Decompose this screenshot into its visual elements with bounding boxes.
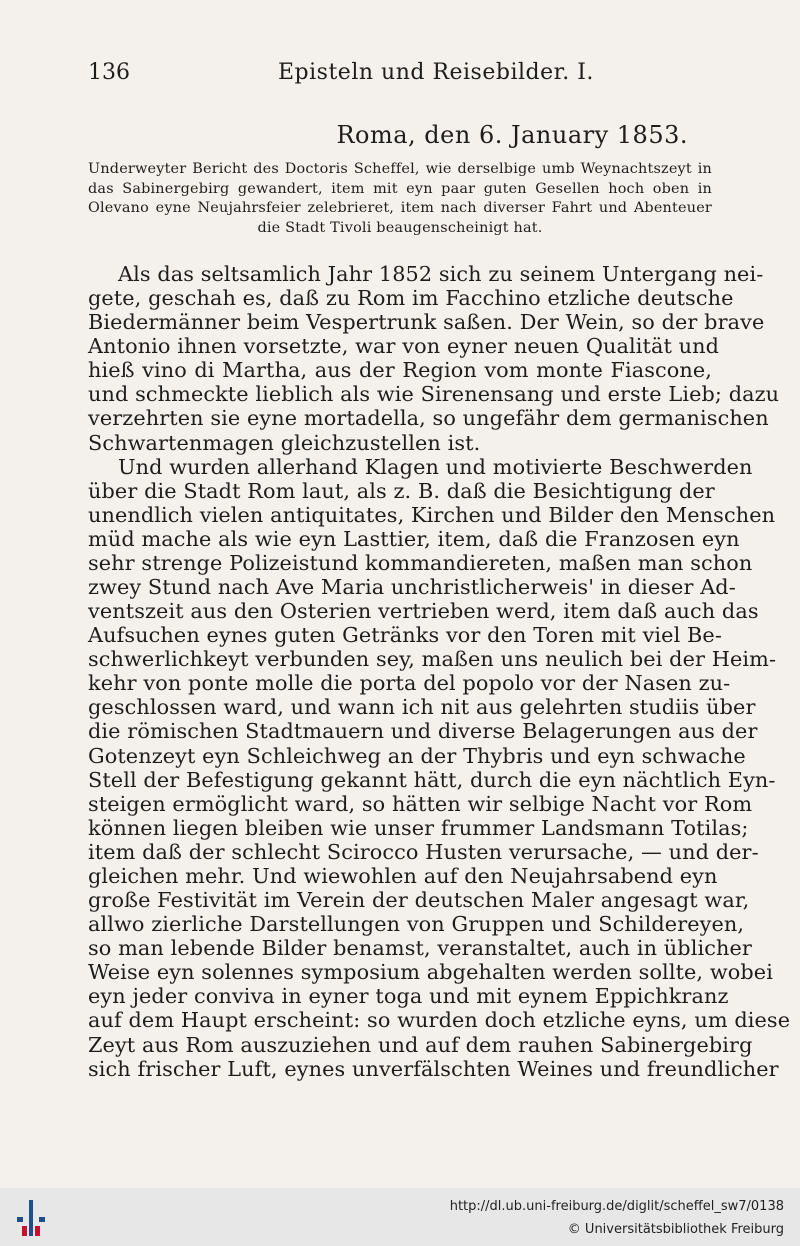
copyright-text: © Universitätsbibliothek Freiburg xyxy=(567,1222,784,1237)
body-line: hieß vino di Martha, aus der Region vom monte Fiascone, xyxy=(88,358,712,383)
body-text xyxy=(88,262,791,1081)
running-title: Episteln und Reisebilder. I. xyxy=(278,60,594,85)
body-line: Stell der Befestigung gekannt hätt, durch die eyn nächtlich Eyn- xyxy=(88,767,776,792)
body-line: Gotenzeyt eyn Schleichweg an der Thybris und eyn schwache xyxy=(88,743,746,768)
body-line: unendlich vielen antiquitates, Kirchen und Bilder den Menschen xyxy=(88,502,776,527)
body-line: Aufsuchen eynes guten Getränks vor den Toren mit viel Be- xyxy=(88,623,722,648)
body-line: Weise eyn solennes symposium abgehalten werden sollte, wobei xyxy=(88,960,773,985)
body-line: item daß der schlecht Scirocco Husten verursache, — und der- xyxy=(88,839,759,864)
body-line: steigen ermöglicht ward, so hätten wir selbige Nacht vor Rom xyxy=(88,791,753,816)
body-line: die römischen Stadtmauern und diverse Belagerungen aus der xyxy=(88,719,758,744)
body-line: geschlossen ward, und wann ich nit aus gelehrten studiis über xyxy=(88,695,756,720)
body-line: schwerlichkeyt verbunden sey, maßen uns neulich bei der Heim- xyxy=(88,647,777,672)
body-line: große Festivität im Verein der deutschen Maler angesagt war, xyxy=(88,888,750,913)
body-line: Biedermänner beim Vespertrunk saßen. Der Wein, so der brave xyxy=(88,310,765,335)
page-header xyxy=(88,58,710,92)
body-line: sich frischer Luft, eynes unverfälschten Weines und freundlicher xyxy=(88,1056,779,1081)
digital-library-footer xyxy=(0,1188,800,1246)
body-line: ventszeit aus den Osterien vertrieben werd, item daß auch das xyxy=(88,599,759,624)
body-line: auf dem Haupt erscheint: so wurden doch etzliche eyns, um diese xyxy=(88,1008,791,1033)
body-line: allwo zierliche Darstellungen von Gruppen und Schildereyen, xyxy=(88,912,745,937)
ub-freiburg-logo-icon[interactable] xyxy=(10,1196,52,1240)
page-number: 136 xyxy=(88,60,130,85)
body-line: gleichen mehr. Und wiewohlen auf den Neujahrsabend eyn xyxy=(88,863,718,888)
body-line: Und wurden allerhand Klagen und motivierte Beschwerden xyxy=(118,454,753,479)
body-line: zwey Stund nach Ave Maria unchristlicherweis' in dieser Ad- xyxy=(88,575,736,600)
body-line: so man lebende Bilder benamst, veranstaltet, auch in üblicher xyxy=(88,936,752,961)
chapter-subtitle: Underweyter Bericht des Doctoris Scheffel, wie derselbige umb Weynachtszeyt in das Sabinergebirg gewandert, item mit eyn paar guten Gesellen hoch oben in Olevano eyne Neujahrsfeier zelebrieret, item nach diverser Fahrt und Abenteuer die Stadt Tivoli beaugenscheinigt hat. xyxy=(88,161,712,236)
body-line: gete, geschah es, daß zu Rom im Facchino etzliche deutsche xyxy=(88,286,734,311)
body-line: kehr von ponte molle die porta del popolo vor der Nasen zu- xyxy=(88,671,731,696)
body-line: Als das seltsamlich Jahr 1852 sich zu seinem Untergang nei- xyxy=(118,262,764,286)
body-line: Zeyt aus Rom auszuziehen und auf dem rauhen Sabinergebirg xyxy=(88,1032,753,1057)
body-line: Schwartenmagen gleichzustellen ist. xyxy=(88,430,481,455)
body-line: eyn jeder conviva in eyner toga und mit eynem Eppichkranz xyxy=(88,984,729,1009)
body-line: müd mache als wie eyn Lasttier, item, daß die Franzosen eyn xyxy=(88,526,740,551)
body-line: über die Stadt Rom laut, als z. B. daß die Besichtigung der xyxy=(88,478,715,503)
page-url-link[interactable]: http://dl.ub.uni-freiburg.de/diglit/scheffel_sw7/0138 xyxy=(449,1199,784,1214)
body-line: und schmeckte lieblich als wie Sirenensang und erste Lieb; dazu xyxy=(88,382,780,407)
body-line: verzehrten sie eyne mortadella, so ungefähr dem germanischen xyxy=(88,406,769,431)
dateline: Roma, den 6. January 1853. xyxy=(336,121,688,149)
body-line: sehr strenge Polizeistund kommandiereten, maßen man schon xyxy=(88,550,753,575)
body-line: können liegen bleiben wie unser frummer Landsmann Totilas; xyxy=(88,815,749,840)
body-line: Antonio ihnen vorsetzte, war von eyner neuen Qualität und xyxy=(88,334,720,359)
